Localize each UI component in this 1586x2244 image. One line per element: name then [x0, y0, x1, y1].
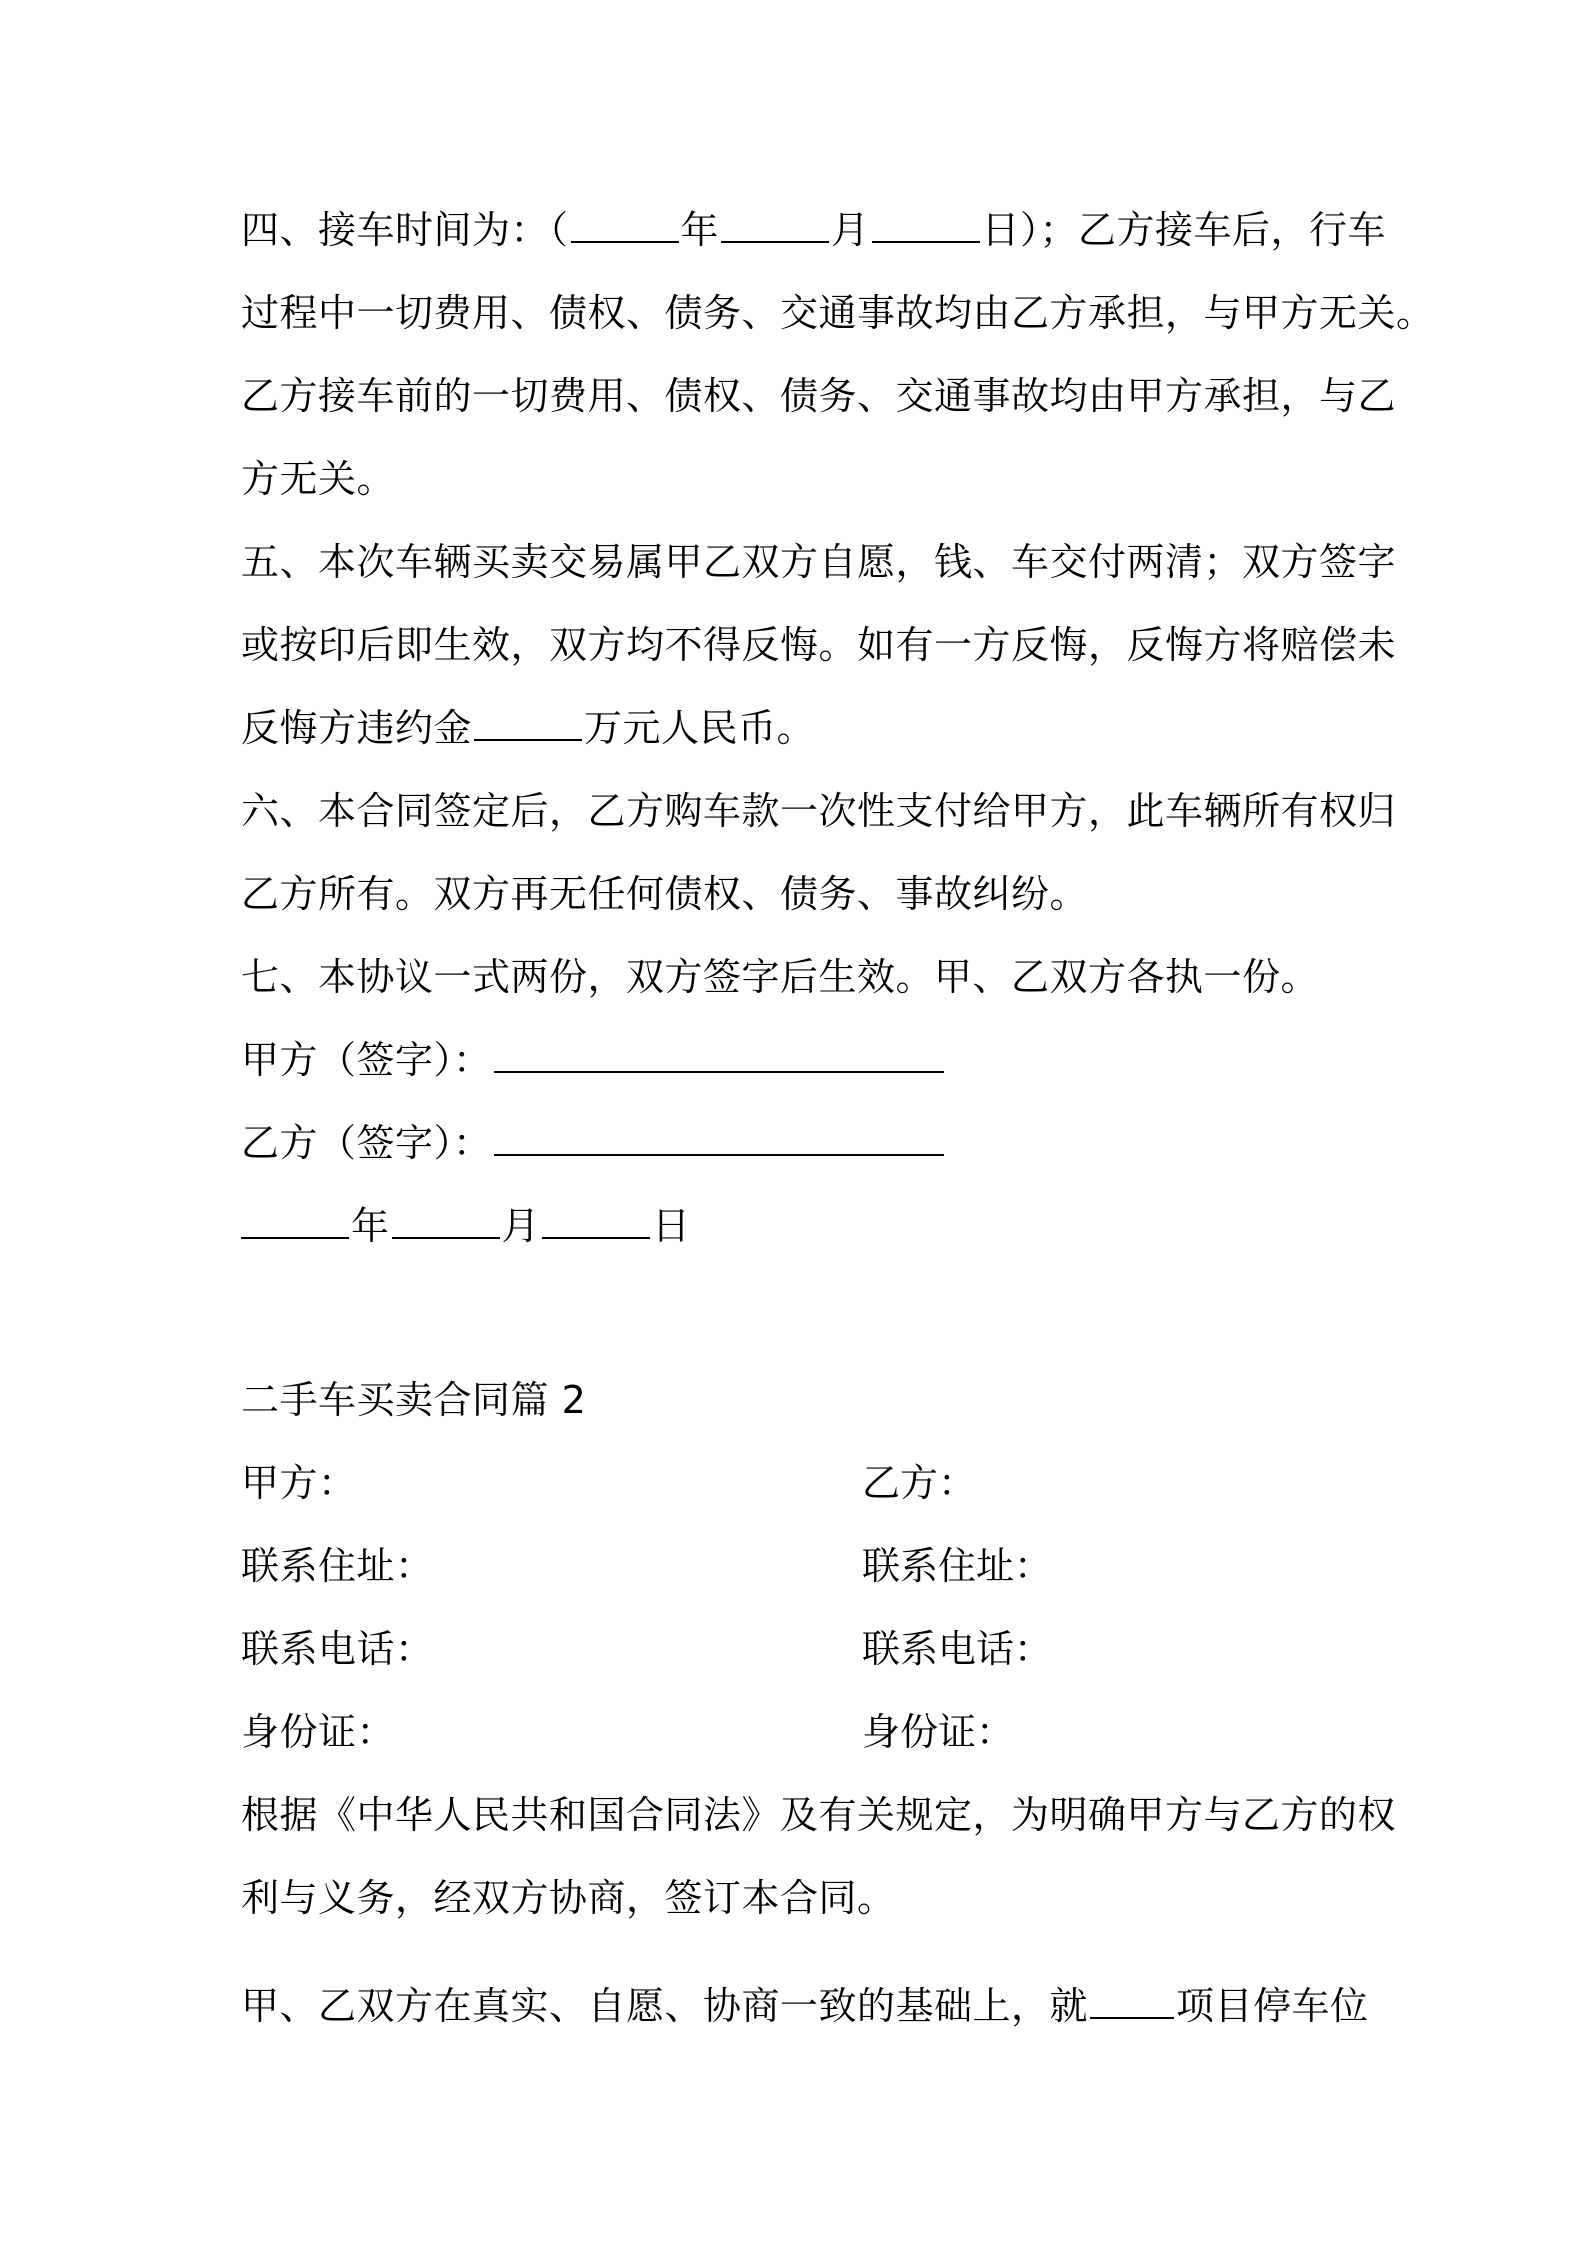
sign-day-label: 日: [652, 1204, 691, 1248]
year-label: 年: [680, 208, 720, 252]
clause-4-text-a: 四、接车时间为：（: [241, 208, 569, 252]
intro-line-1: 根据《中华人民共和国合同法》及有关规定，为明确甲方与乙方的权: [241, 1793, 1397, 1837]
month-label: 月: [831, 208, 870, 252]
day-label: 日）；乙方接车后，行车: [981, 208, 1387, 252]
party-a-label: 甲方：: [241, 1461, 357, 1505]
blank-day: [872, 205, 980, 243]
blank-project-name: [1090, 1981, 1174, 2019]
signature-party-a: [241, 1035, 1361, 1085]
blank-month: [721, 205, 829, 243]
intro-line-2: 利与义务，经双方协商，签订本合同。: [241, 1876, 896, 1920]
clause-5-line-1: 五、本次车辆买卖交易属甲乙双方自愿，钱、车交付两清；双方签字: [241, 540, 1397, 584]
clause-5-line-3: [241, 703, 1361, 753]
party-b-sign-line: [494, 1118, 944, 1156]
signature-party-b: [241, 1118, 1361, 1168]
party-a-sign-line: [494, 1035, 944, 1073]
address-b-label: 联系住址：: [862, 1544, 1053, 1588]
blank-year: [571, 205, 679, 243]
clause-5-text-a: 反悔方违约金: [241, 706, 473, 750]
basis-line: [241, 1981, 1369, 2031]
id-b-label: 身份证：: [862, 1710, 1015, 1754]
section-2-title: 二手车买卖合同篇 2: [241, 1378, 587, 1422]
sign-blank-year: [241, 1201, 349, 1239]
clause-6-line-1: 六、本合同签定后，乙方购车款一次性支付给甲方，此车辆所有权归: [241, 789, 1397, 833]
phone-b-label: 联系电话：: [862, 1627, 1053, 1671]
signature-date: [241, 1201, 1361, 1251]
sign-blank-month: [392, 1201, 500, 1239]
party-a-sign-label: 甲方（签字）：: [241, 1038, 492, 1082]
sign-month-label: 月: [501, 1204, 541, 1248]
clause-5-line-2: 或按印后即生效，双方均不得反悔。如有一方反悔，反悔方将赔偿未: [241, 623, 1397, 667]
phone-a-label: 联系电话：: [241, 1627, 434, 1671]
clause-7-line-1: 七、本协议一式两份，双方签字后生效。甲、乙双方各执一份。: [241, 955, 1320, 999]
sign-blank-day: [542, 1201, 650, 1239]
clause-5-text-b: 万元人民币。: [584, 706, 816, 750]
clause-4-line-1: [241, 205, 1387, 255]
clause-4-line-2: 过程中一切费用、债权、债务、交通事故均由乙方承担，与甲方无关。: [241, 291, 1435, 335]
clause-4-line-4: 方无关。: [241, 457, 396, 501]
basis-text-b: 项目停车位: [1176, 1984, 1369, 2028]
id-a-label: 身份证：: [241, 1710, 396, 1754]
sign-year-label: 年: [351, 1204, 390, 1248]
address-a-label: 联系住址：: [241, 1544, 434, 1588]
party-b-label: 乙方：: [862, 1461, 977, 1505]
blank-penalty-amount: [474, 703, 582, 741]
clause-4-line-3: 乙方接车前的一切费用、债权、债务、交通事故均由甲方承担，与乙: [241, 374, 1397, 418]
basis-text-a: 甲、乙双方在真实、自愿、协商一致的基础上，就: [241, 1984, 1089, 2028]
party-b-sign-label: 乙方（签字）：: [241, 1121, 492, 1165]
clause-6-line-2: 乙方所有。双方再无任何债权、债务、事故纠纷。: [241, 872, 1089, 916]
